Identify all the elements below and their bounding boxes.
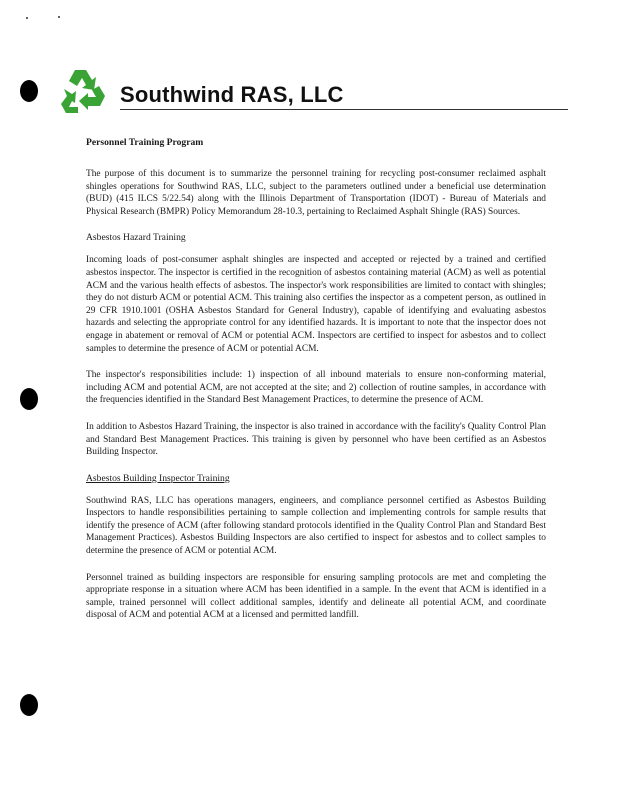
paragraph: In addition to Asbestos Hazard Training, the inspector is also trained in accordance with the facility's Quality Control Plan and Standard Best Management Practices. This training is given by personnel who have been certified as an Asbestos Building Inspector. <box>86 421 546 458</box>
document-body <box>86 137 546 622</box>
header-rule <box>120 109 568 110</box>
company-name: Southwind RAS, LLC <box>120 82 344 107</box>
document-title: Personnel Training Program <box>86 137 204 148</box>
scan-speck <box>58 16 60 18</box>
paragraph: Incoming loads of post-consumer asphalt shingles are inspected and accepted or rejected by a trained and certified asbestos inspector. The inspector is certified in the recognition of asbestos containing material (ACM) as well as potential ACM and the various health effects of asbestos. The inspector's work responsibilities are limited to contact with shingles; they do not disturb ACM or potential ACM. This training also certifies the inspector as a competent person, as outlined in 29 CFR 1910.1001 (OSHA Asbestos Standard for General Industry), capable of identifying and evaluating asbestos hazards and selecting the appropriate control for any identified hazards. It is important to note that the inspector does not engage in abatement or removal of ACM or potential ACM. Inspectors are certified to inspect for asbestos and to collect samples to determine the presence of ACM or potential ACM. <box>86 255 546 354</box>
paragraph: The inspector's responsibilities include: 1) inspection of all inbound materials to ensure non-conforming material, including ACM and potential ACM, are not accepted at the site; and 2) collection of routine samples, in accordance with the frequencies identified in the Standard Best Management Practices, to determine the presence of ACM. <box>86 370 546 406</box>
paragraph: Personnel trained as building inspectors are responsible for ensuring sampling protocols are met and completing the appropriate response in a situation where ACM has been identified in a sample. In the event that ACM is identified in a sample, trained personnel will collect additional samples, identify and delineate all potential ACM, and coordinate disposal of ACM and potential ACM at a licensed and permitted landfill. <box>86 572 546 621</box>
recycle-icon <box>58 66 108 116</box>
section-heading-asbestos-hazard: Asbestos Hazard Training <box>86 232 186 244</box>
intro-paragraph: The purpose of this document is to summarize the personnel training for recycling post-consumer reclaimed asphalt shingles operations for Southwind RAS, LLC, subject to the parameters outlined under a beneficial use determination (BUD) (415 ILCS 5/22.54) along with the Illinois Department of Transportation (IDOT) - Bureau of Materials and Physical Research (BMPR) Policy Memorandum 28-10.3, pertaining to Reclaimed Asphalt Shingle (RAS) Sources. <box>86 169 546 217</box>
scan-speck <box>26 17 28 19</box>
hole-punch-middle <box>20 388 38 410</box>
paragraph: Southwind RAS, LLC has operations managers, engineers, and compliance personnel certified as Asbestos Building Inspectors to handle responsibilities pertaining to sample collection and implementing controls for sample results that identify the presence of ACM (after following standard protocols identified in the Quality Control Plan and Standard Best Management Practices). Asbestos Building Inspectors are also certified to inspect for asbestos and to collect samples to determine the presence of ACM or potential ACM. <box>86 495 546 557</box>
section-heading-building-inspector: Asbestos Building Inspector Training <box>86 472 230 484</box>
hole-punch-bottom <box>20 694 38 716</box>
hole-punch-top <box>20 80 38 102</box>
